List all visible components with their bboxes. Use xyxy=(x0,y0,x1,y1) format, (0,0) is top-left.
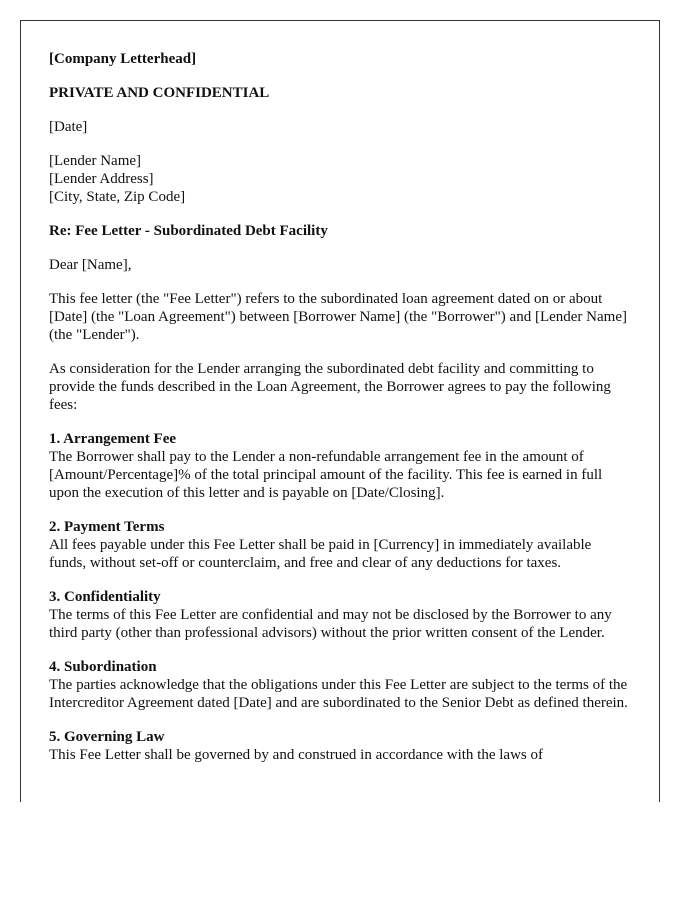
section-heading: 3. Confidentiality xyxy=(49,589,161,605)
letterhead: [Company Letterhead] xyxy=(49,51,197,67)
section-heading: 5. Governing Law xyxy=(49,729,165,745)
section-arrangement-fee xyxy=(49,430,631,502)
letter-page xyxy=(20,20,660,802)
subject-line: Re: Fee Letter - Subordinated Debt Facility xyxy=(49,223,328,239)
section-body: The Borrower shall pay to the Lender a non-refundable arrangement fee in the amount of [Amount/Percentage]% of the total principal amount of the facility. This fee is earned in full upon the execution of this letter and is payable on [Date/Closing]. xyxy=(49,449,603,501)
recipient-name: [Lender Name] xyxy=(49,153,142,169)
section-body: All fees payable under this Fee Letter shall be paid in [Currency] in immediately available funds, without set-off or counterclaim, and free and clear of any deductions for taxes. xyxy=(49,537,592,571)
consideration-paragraph: As consideration for the Lender arranging the subordinated debt facility and committing to provide the funds described in the Loan Agreement, the Borrower agrees to pay the following fees: xyxy=(49,361,611,413)
section-heading: 1. Arrangement Fee xyxy=(49,431,177,447)
letter-date: [Date] xyxy=(49,119,88,135)
intro-paragraph: This fee letter (the "Fee Letter") refers to the subordinated loan agreement dated on or about [Date] (the "Loan Agreement") between [Borrower Name] (the "Borrower") and [Lender Name] (the "Lender"). xyxy=(49,291,627,343)
salutation: Dear [Name], xyxy=(49,257,132,273)
recipient-address xyxy=(49,152,631,206)
section-body: The terms of this Fee Letter are confidential and may not be disclosed by the Borrower to any third party (other than professional advisors) without the prior written consent of the Lender. xyxy=(49,607,612,641)
section-body: This Fee Letter shall be governed by and construed in accordance with the laws of xyxy=(49,747,543,763)
section-subordination xyxy=(49,658,631,712)
section-confidentiality xyxy=(49,588,631,642)
confidential-label: PRIVATE AND CONFIDENTIAL xyxy=(49,85,270,101)
recipient-city: [City, State, Zip Code] xyxy=(49,189,186,205)
recipient-street: [Lender Address] xyxy=(49,171,154,187)
section-heading: 2. Payment Terms xyxy=(49,519,165,535)
section-payment-terms xyxy=(49,518,631,572)
section-body: The parties acknowledge that the obligations under this Fee Letter are subject to the terms of the Intercreditor Agreement dated [Date] and are subordinated to the Senior Debt as defined therein. xyxy=(49,677,628,711)
section-heading: 4. Subordination xyxy=(49,659,157,675)
section-governing-law xyxy=(49,728,631,764)
